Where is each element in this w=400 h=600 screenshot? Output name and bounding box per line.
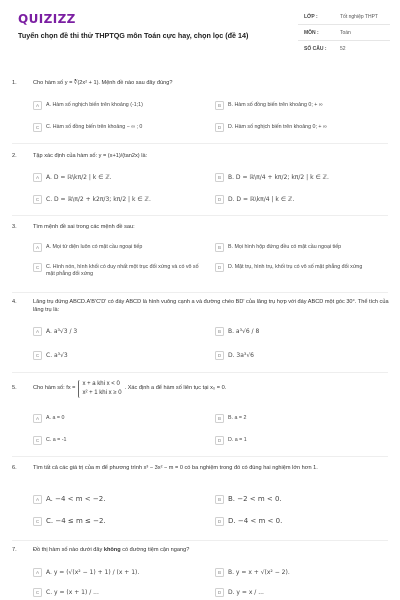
question-6 <box>12 465 390 525</box>
option-text: C. Hình nón, hình khối có duy nhất một trục đối xứng và có vô số mặt phẳng đối xứng <box>46 264 199 277</box>
option-b[interactable] <box>215 173 385 182</box>
meta-value: 52 <box>340 46 346 52</box>
meta-label: LỚP : <box>304 13 318 20</box>
option-letter: C <box>33 436 42 445</box>
question-1 <box>12 80 390 130</box>
option-letter: D <box>215 588 224 597</box>
option-text: C. Hàm số đồng biến trên khoảng − ∞ ; 0 <box>46 124 143 130</box>
option-b[interactable] <box>215 327 385 336</box>
option-text: D. Mặt trụ, hình trụ, khối trụ có vô số mặt phẳng đối xứng <box>228 264 363 270</box>
question-text <box>33 380 390 398</box>
option-text: D. 3a³√6 <box>228 352 254 359</box>
option-c[interactable] <box>33 588 203 597</box>
quizizz-logo: QUIZIZZ <box>18 12 76 26</box>
option-text: B. a = 2 <box>228 415 247 421</box>
meta-row-subject <box>298 25 390 41</box>
question-number: 6. <box>12 465 17 471</box>
option-c[interactable] <box>33 517 203 526</box>
option-c[interactable] <box>33 351 203 360</box>
piece-2: x² + 1 khi x ≥ 0 <box>82 390 122 396</box>
option-text: A. Mọi tứ diện luôn có mặt cầu ngoại tiếp <box>46 244 143 250</box>
option-letter: C <box>33 517 42 526</box>
divider <box>12 372 388 373</box>
option-a[interactable] <box>33 173 203 182</box>
option-text: B. D = ℝ\π/4 + kπ/2; kπ/2 | k ∈ ℤ. <box>228 174 329 181</box>
question-text: Tìm tất cả các giá trị của m để phương trình x³ − 3x² − m = 0 có ba nghiệm trong đó có đúng hai nghiệm lớn hơn 1. <box>33 465 318 471</box>
option-letter: D <box>215 263 224 272</box>
option-letter: B <box>215 173 224 182</box>
question-text-before: Cho hàm số: fx = <box>33 385 76 392</box>
question-2 <box>12 153 390 203</box>
question-text: Cho hàm số y = ∛(2x² + 1). Mệnh đề nào sau đây đúng? <box>33 80 173 86</box>
question-text-before: Đồ thị hàm số nào dưới đây <box>33 547 103 553</box>
option-a[interactable] <box>33 243 203 252</box>
option-letter: B <box>215 243 224 252</box>
option-text: B. Mọi hình hộp đứng đều có mặt cầu ngoại tiếp <box>228 244 342 250</box>
option-d[interactable] <box>215 351 385 360</box>
option-c[interactable] <box>33 195 203 204</box>
meta-row-count <box>298 41 390 57</box>
option-text: A. −4 < m < −2. <box>46 495 106 503</box>
question-text: Lăng trụ đứng ABCD.A'B'C'D' có đáy ABCD là hình vuông cạnh a và đường chéo BD' của lăng trụ hợp với đáy ABCD một góc 30°. Thể tích của lăng trụ là: <box>33 299 389 313</box>
worksheet-header <box>0 0 400 66</box>
option-letter: C <box>33 351 42 360</box>
question-7 <box>12 547 390 596</box>
option-text: D. Hàm số nghịch biến trên khoảng 0; + ∞ <box>228 124 327 130</box>
option-c[interactable] <box>33 123 203 132</box>
option-text: B. Hàm số đồng biến trên khoảng 0; + ∞ <box>228 102 323 108</box>
question-number: 1. <box>12 80 17 86</box>
option-d[interactable] <box>215 195 385 204</box>
question-text-bold: không <box>103 547 121 553</box>
option-letter: C <box>33 123 42 132</box>
option-letter: A <box>33 173 42 182</box>
question-number: 4. <box>12 299 17 305</box>
option-letter: D <box>215 195 224 204</box>
option-b[interactable] <box>215 414 385 423</box>
option-text: A. Hàm số nghịch biến trên khoảng (-1;1) <box>46 102 143 108</box>
piecewise-function <box>78 380 121 398</box>
option-letter: C <box>33 263 42 272</box>
divider <box>12 456 388 457</box>
option-letter: B <box>215 568 224 577</box>
question-text: Tập xác định của hàm số: y = (x+1)/(tan2x) là: <box>33 153 148 159</box>
piece-1: x + a khi x < 0 <box>82 381 120 387</box>
option-text: D. a = 1 <box>228 437 247 443</box>
meta-value: Toán <box>340 29 351 36</box>
option-letter: D <box>215 436 224 445</box>
option-text: A. a = 0 <box>46 415 65 421</box>
question-number: 7. <box>12 547 17 553</box>
option-a[interactable] <box>33 568 203 577</box>
question-number: 5. <box>12 385 17 392</box>
option-letter: A <box>33 243 42 252</box>
option-letter: B <box>215 327 224 336</box>
option-text: D. y = x / ... <box>228 589 264 596</box>
question-text-after: có đường tiệm cận ngang? <box>122 547 190 553</box>
option-letter: D <box>215 123 224 132</box>
option-d[interactable] <box>215 436 385 445</box>
option-text: D. D = ℝ\kπ/4 | k ∈ ℤ. <box>228 196 295 203</box>
meta-label: MÔN : <box>304 29 319 36</box>
option-letter: A <box>33 327 42 336</box>
question-text <box>33 547 390 555</box>
option-a[interactable] <box>33 414 203 423</box>
option-a[interactable] <box>33 495 203 504</box>
option-c[interactable] <box>33 436 203 445</box>
option-d[interactable] <box>215 123 385 132</box>
option-text: A. D = ℝ\kπ/2 | k ∈ ℤ. <box>46 174 112 181</box>
option-d[interactable] <box>215 588 385 597</box>
option-b[interactable] <box>215 568 385 577</box>
option-letter: A <box>33 101 42 110</box>
option-text: B. a³√6 / 8 <box>228 328 260 335</box>
option-letter: D <box>215 351 224 360</box>
option-letter: C <box>33 195 42 204</box>
divider <box>12 540 388 541</box>
option-text: C. a = -1 <box>46 437 67 443</box>
question-3 <box>12 224 390 277</box>
option-letter: A <box>33 414 42 423</box>
option-b[interactable] <box>215 101 385 110</box>
option-letter: D <box>215 517 224 526</box>
option-text: B. y = x + √(x² − 2). <box>228 569 290 576</box>
option-letter: A <box>33 495 42 504</box>
document-title: Tuyển chọn đề thi thử THPTQG môn Toán cực hay, chọn lọc (đề 14) <box>18 31 249 40</box>
option-a[interactable] <box>33 101 203 110</box>
option-b[interactable] <box>215 495 385 504</box>
divider <box>12 215 388 216</box>
meta-table <box>298 9 390 57</box>
option-text: C. D = ℝ\π/2 + k2π/3; kπ/2 | k ∈ ℤ. <box>46 196 151 203</box>
option-letter: B <box>215 495 224 504</box>
option-b[interactable] <box>215 243 385 252</box>
option-text: A. a³√3 / 3 <box>46 328 78 335</box>
option-text: B. −2 < m < 0. <box>228 495 282 503</box>
divider <box>12 292 388 293</box>
option-letter: B <box>215 101 224 110</box>
option-text: A. y = (√(x² − 1) + 1) / (x + 1). <box>46 569 140 576</box>
option-d[interactable] <box>215 517 385 526</box>
option-letter: A <box>33 568 42 577</box>
question-text: Tìm mệnh đề sai trong các mệnh đề sau: <box>33 224 135 230</box>
question-number: 2. <box>12 153 17 159</box>
meta-label: SỐ CÂU : <box>304 46 327 52</box>
question-5 <box>12 380 390 443</box>
option-d[interactable] <box>215 263 385 272</box>
question-4 <box>12 299 390 359</box>
divider <box>12 143 388 144</box>
option-text: C. −4 ≤ m ≤ −2. <box>46 517 106 525</box>
option-text: C. a³√3 <box>46 352 68 359</box>
question-number: 3. <box>12 224 17 230</box>
option-a[interactable] <box>33 327 203 336</box>
option-letter: C <box>33 588 42 597</box>
option-text: D. −4 < m < 0. <box>228 517 283 525</box>
option-c[interactable] <box>33 263 203 278</box>
option-text: C. y = (x + 1) / ... <box>46 589 99 596</box>
option-letter: B <box>215 414 224 423</box>
meta-row-class <box>298 9 390 25</box>
question-text-after: . Xác định a để hàm số liên tục tại x₀ = 0. <box>124 385 227 392</box>
meta-value: Tốt nghiệp THPT <box>340 13 378 20</box>
